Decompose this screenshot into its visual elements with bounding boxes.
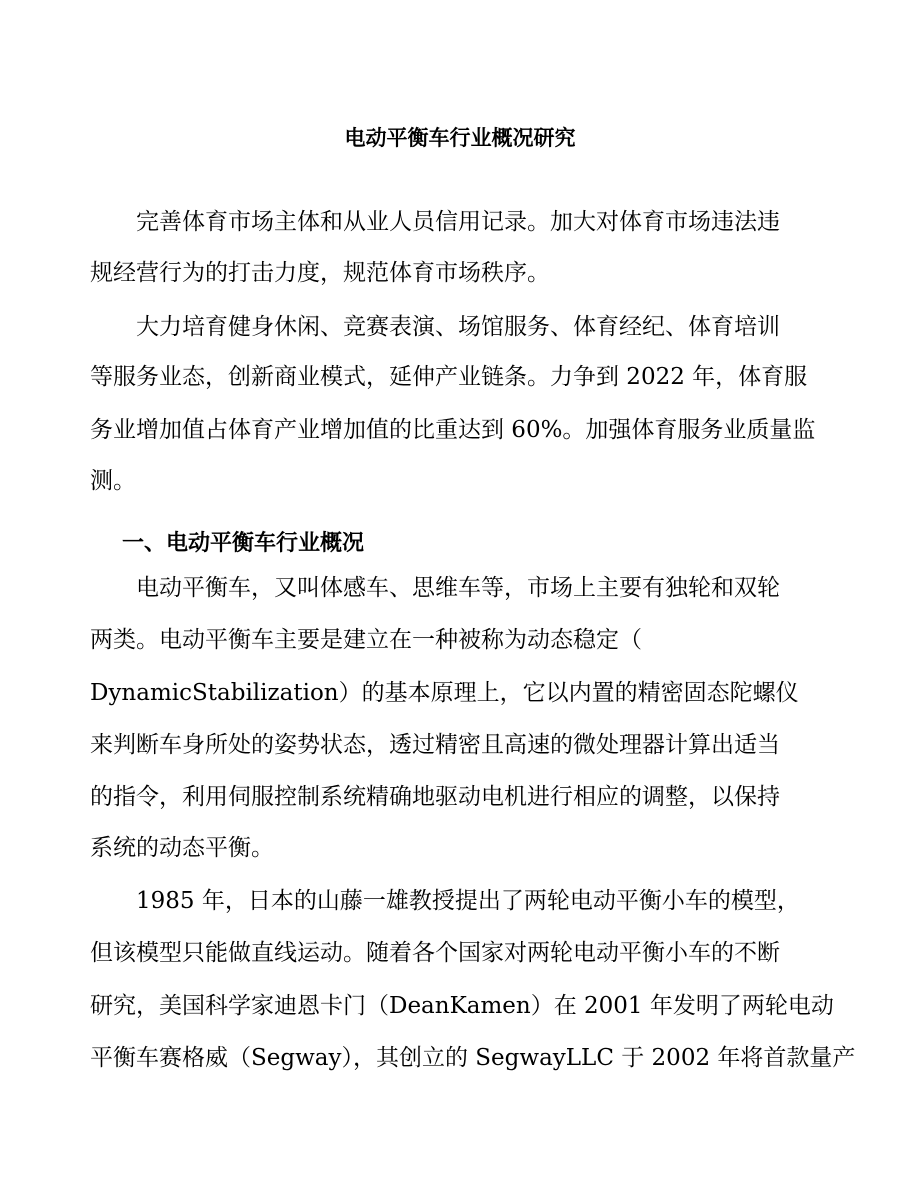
document-title: 电动平衡车行业概况研究 xyxy=(344,126,576,150)
paragraph-line: 研究，美国科学家迪恩卡门（DeanKamen）在 2001 年发明了两轮电动 xyxy=(90,993,834,1019)
paragraph-line: 系统的动态平衡。 xyxy=(90,835,274,861)
paragraph-line: 的指令，利用伺服控制系统精确地驱动电机进行相应的调整，以保持 xyxy=(90,784,780,810)
paragraph-line: 等服务业态，创新商业模式，延伸产业链条。力争到 2022 年，体育服 xyxy=(90,364,808,390)
paragraph-line: DynamicStabilization）的基本原理上，它以内置的精密固态陀螺仪 xyxy=(90,680,799,706)
paragraph-line: 1985 年，日本的山藤一雄教授提出了两轮电动平衡小车的模型， xyxy=(136,888,800,914)
paragraph-line: 规经营行为的打击力度，规范体育市场秩序。 xyxy=(90,260,550,286)
paragraph-line: 但该模型只能做直线运动。随着各个国家对两轮电动平衡小车的不断 xyxy=(90,940,780,966)
paragraph-line: 大力培育健身休闲、竞赛表演、场馆服务、体育经纪、体育培训 xyxy=(136,314,780,340)
paragraph-line: 电动平衡车，又叫体感车、思维车等，市场上主要有独轮和双轮 xyxy=(136,575,780,601)
paragraph-line: 务业增加值占体育产业增加值的比重达到 60%。加强体育服务业质量监 xyxy=(90,417,816,443)
paragraph-line: 完善体育市场主体和从业人员信用记录。加大对体育市场违法违 xyxy=(136,209,780,235)
paragraph-line: 平衡车赛格威（Segway），其创立的 SegwayLLC 于 2002 年将首款量产 xyxy=(90,1045,856,1071)
paragraph-line: 两类。电动平衡车主要是建立在一种被称为动态稳定（ xyxy=(90,627,642,653)
section-heading: 一、电动平衡车行业概况 xyxy=(122,531,365,556)
paragraph-line: 来判断车身所处的姿势状态，透过精密且高速的微处理器计算出适当 xyxy=(90,732,780,758)
paragraph-line: 测。 xyxy=(90,468,136,494)
